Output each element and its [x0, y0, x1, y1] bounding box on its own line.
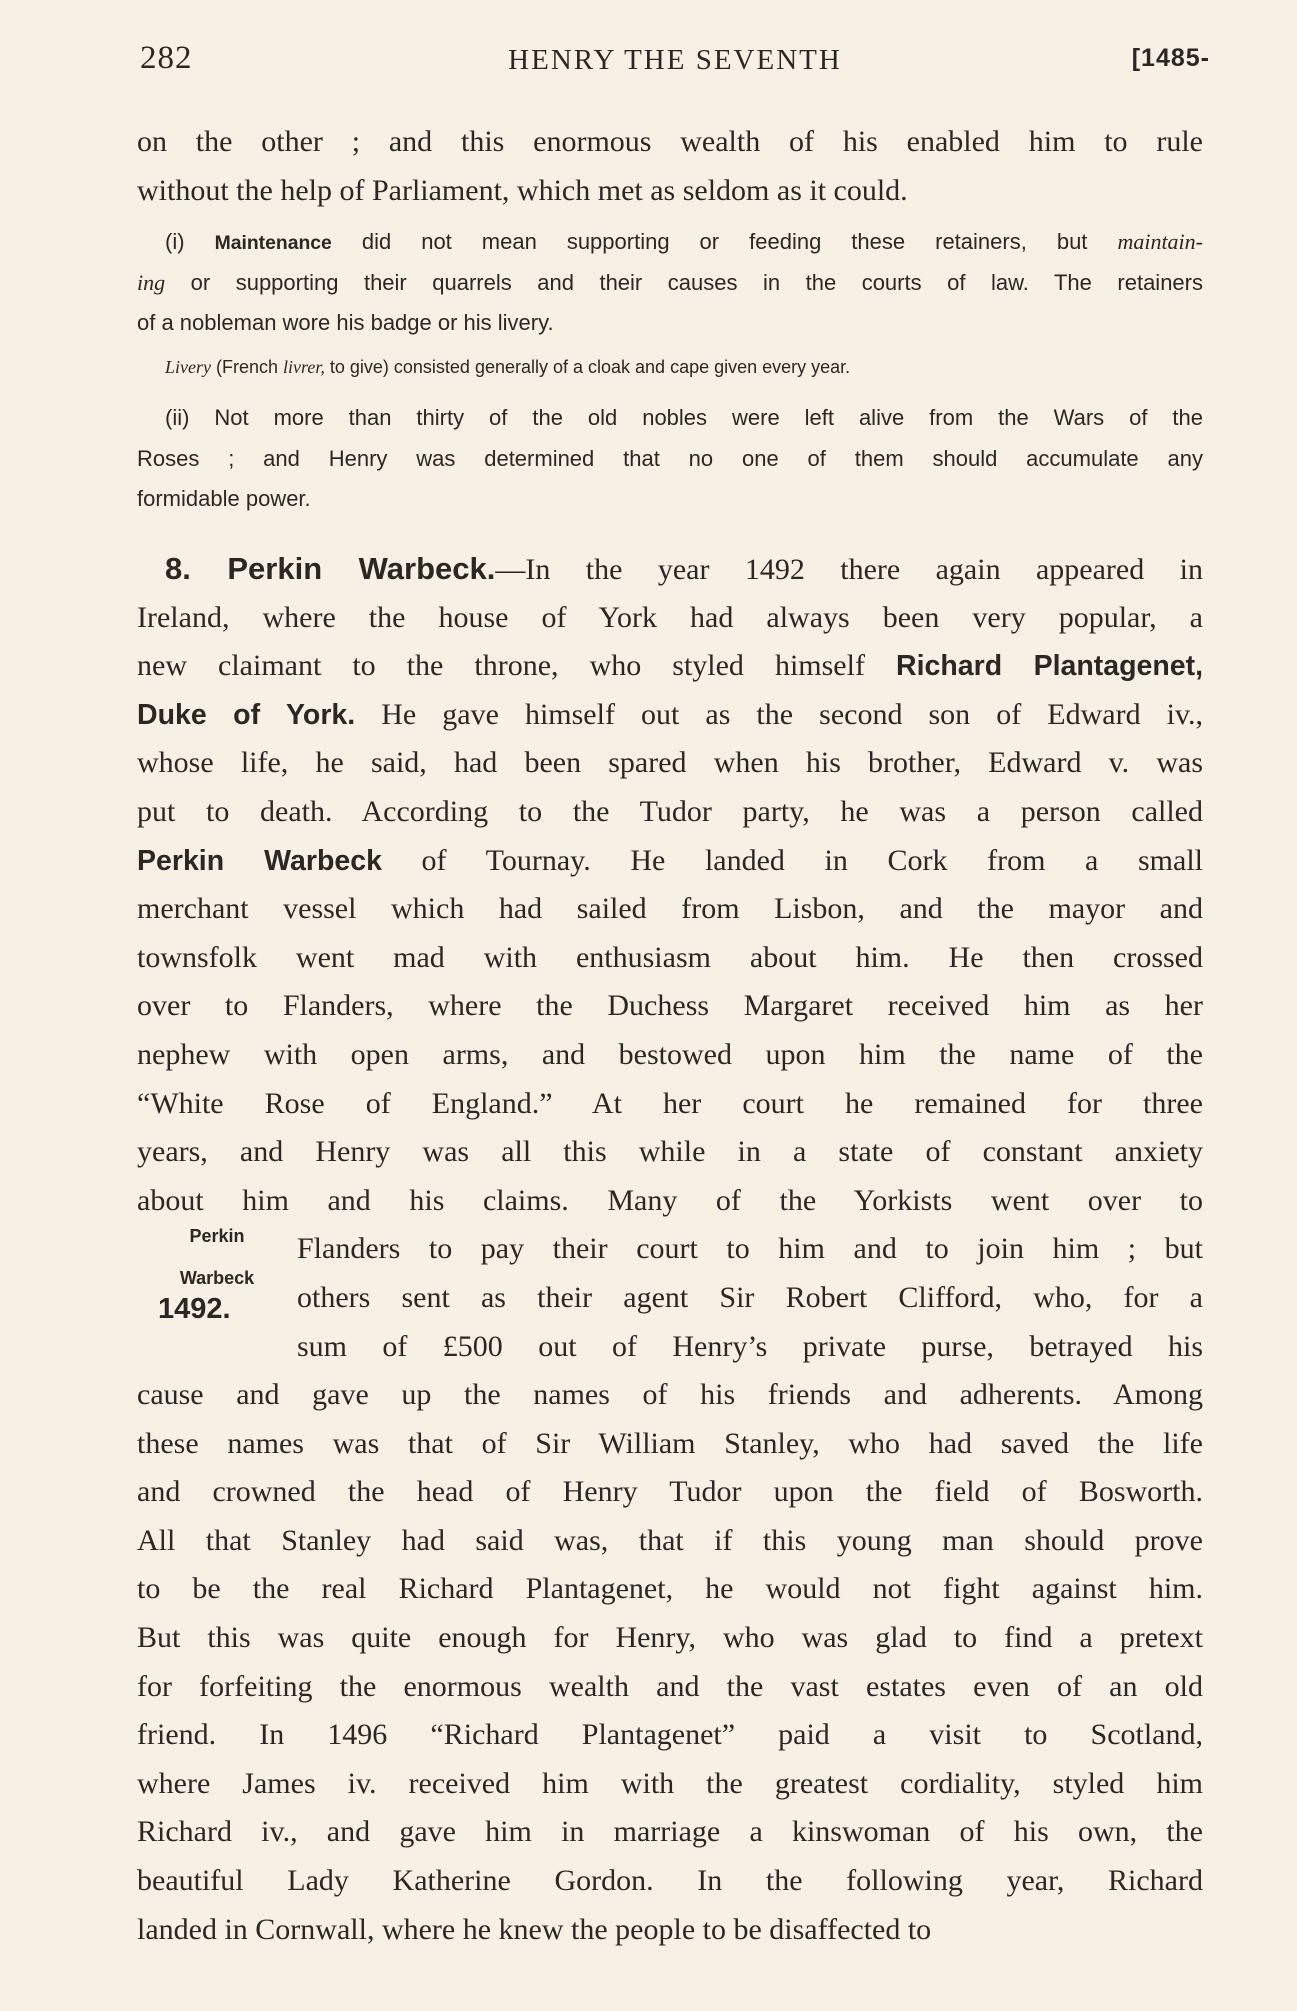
text-line: these names was that of Sir William Stanley, who had saved the life — [137, 1426, 1203, 1460]
text-line: townsfolk went mad with enthusiasm about him. He then crossed — [137, 940, 1203, 974]
running-header — [140, 40, 1210, 80]
text-line: Ireland, where the house of York had always been very popular, a — [137, 600, 1203, 634]
text-line: without the help of Parliament, which met as seldom as it could. — [137, 173, 908, 207]
text-line: All that Stanley had said was, that if this young man should prove — [137, 1523, 1203, 1557]
intro-paragraph — [137, 118, 1203, 215]
note-term: Livery — [165, 357, 211, 377]
text-line: put to death. According to the Tudor party, he was a person called — [137, 794, 1203, 828]
text-line: “White Rose of England.” At her court he remained for three — [137, 1086, 1203, 1120]
running-title: HENRY THE SEVENTH — [508, 44, 842, 76]
text-line: Richard iv., and gave him in marriage a kinswoman of his own, the — [137, 1815, 1203, 1849]
name-emphasis: Duke of York. — [137, 698, 356, 731]
note-term: Maintenance — [214, 232, 332, 254]
text-line: friend. In 1496 “Richard Plantagenet” paid a visit to Scotland, — [137, 1718, 1203, 1752]
note-line: formidable power. — [137, 486, 311, 511]
header-year: [1485- — [1131, 44, 1210, 72]
text-line: But this was quite enough for Henry, who was glad to find a pretext — [137, 1621, 1203, 1655]
text-line: to be the real Richard Plantagenet, he would not fight against him. — [137, 1572, 1203, 1606]
section-heading-line: 8. Perkin Warbeck.—In the year 1492 there again appeared in — [165, 551, 1203, 586]
text-line: landed in Cornwall, where he knew the people to be disaffected to — [137, 1912, 932, 1946]
note-line: Roses ; and Henry was determined that no one of them should accumulate any — [137, 445, 1203, 471]
section-heading: 8. Perkin Warbeck. — [165, 551, 496, 586]
text-line: Flanders to pay their court to him and to join him ; but — [297, 1232, 1203, 1266]
note-line: ing or supporting their quarrels and their causes in the courts of law. The retainers — [137, 269, 1203, 295]
text-line: and crowned the head of Henry Tudor upon the field of Bosworth. — [137, 1475, 1203, 1509]
note-livery — [137, 347, 1203, 387]
note-maintenance — [137, 222, 1203, 344]
name-emphasis: Richard Plantagenet, — [896, 650, 1204, 683]
note-line: (ii) Not more than thirty of the old nobles were left alive from the Wars of the — [165, 405, 1203, 430]
name-emphasis: Perkin Warbeck — [137, 844, 382, 877]
margin-note — [152, 1224, 282, 1326]
text-line: years, and Henry was all this while in a state of constant anxiety — [137, 1135, 1203, 1169]
text-line: merchant vessel which had sailed from Lisbon, and the mayor and — [137, 892, 1203, 926]
text-line: on the other ; and this enormous wealth of his enabled him to rule — [137, 125, 1203, 158]
text-line: new claimant to the throne, who styled himself Richard Plantagenet, — [137, 649, 1204, 683]
text-line: about him and his claims. Many of the Yorkists went over to — [137, 1183, 1203, 1217]
text-line: whose life, he said, had been spared when his brother, Edward v. was — [137, 746, 1203, 780]
text-line: for forfeiting the enormous wealth and the vast estates even of an old — [137, 1669, 1203, 1703]
note-line: Livery (French livrer, to give) consisted generally of a cloak and cape given every year. — [165, 357, 851, 377]
note-line: of a nobleman wore his badge or his livery. — [137, 310, 554, 335]
note-nobles — [137, 398, 1203, 520]
text-line: where James iv. received him with the greatest cordiality, styled him — [137, 1766, 1203, 1800]
page-number: 282 — [140, 40, 193, 76]
text-line: Duke of York. He gave himself out as the second son of Edward iv., — [137, 697, 1204, 731]
text-line: over to Flanders, where the Duchess Margaret received him as her — [137, 989, 1203, 1023]
text-line: sum of £500 out of Henry’s private purse, betrayed his — [297, 1329, 1203, 1363]
text-line: beautiful Lady Katherine Gordon. In the following year, Richard — [137, 1864, 1203, 1898]
text-line: cause and gave up the names of his friends and adherents. Among — [137, 1378, 1203, 1412]
margin-note-year: 1492. — [158, 1293, 231, 1325]
section-perkin-warbeck — [137, 545, 1203, 1954]
text-line: nephew with open arms, and bestowed upon him the name of the — [137, 1037, 1203, 1071]
margin-note-name: Perkin — [189, 1226, 245, 1246]
text-line: others sent as their agent Sir Robert Clifford, who, for a — [297, 1280, 1203, 1314]
margin-note-name: Warbeck — [179, 1268, 255, 1288]
note-line: (i) Maintenance did not mean supporting or feeding these retainers, but maintain- — [165, 229, 1203, 254]
text-line: Perkin Warbeck of Tournay. He landed in Cork from a small — [137, 843, 1203, 877]
